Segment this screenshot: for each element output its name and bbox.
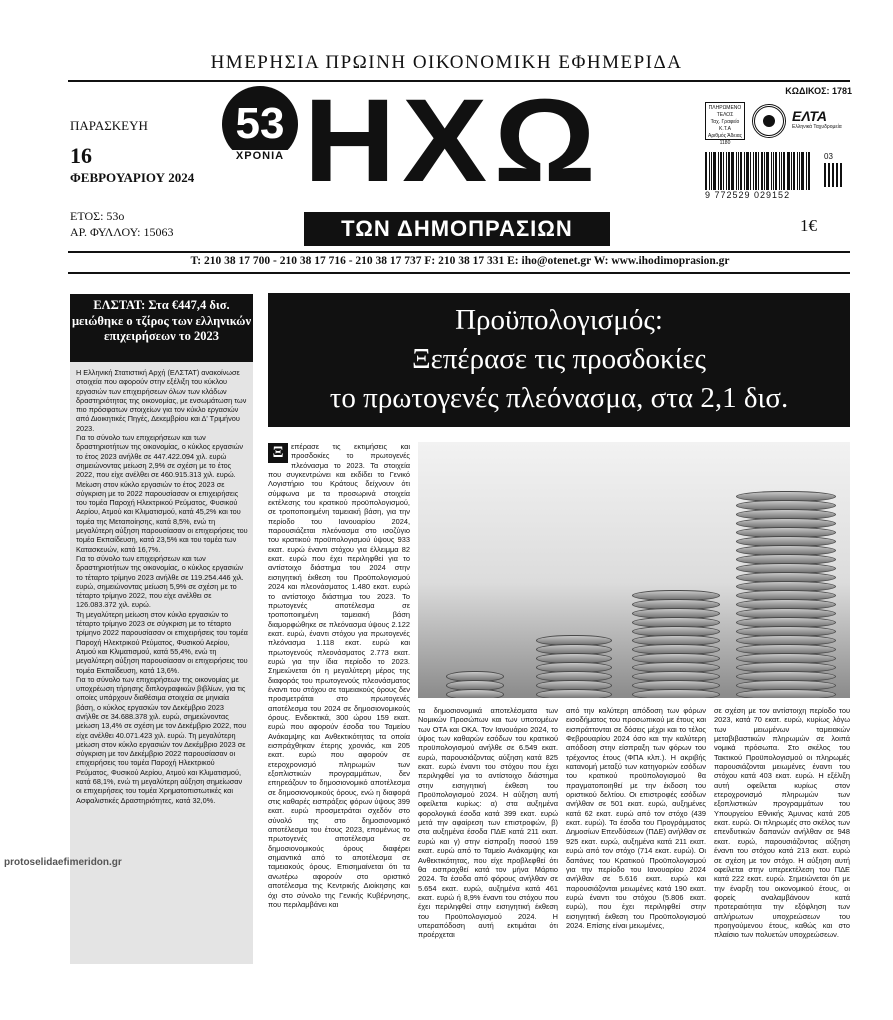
barcode-addon-number: 03 (824, 152, 833, 161)
coin-stacks-photo (418, 442, 850, 698)
postbox-line: 1180 (719, 140, 731, 146)
watermark: protoselidaefimeridon.gr (4, 857, 122, 868)
postal-brand-sub: Ελληνικά Ταχυδρομεία (792, 124, 842, 130)
sheet-label: ΑΡ. ΦΥΛΛΟΥ: 15063 (70, 225, 174, 240)
coin-stack (632, 590, 720, 698)
postbox-line: Ταχ. Γραφείο (710, 119, 740, 125)
price: 1€ (800, 216, 817, 235)
sidebar-paragraph: Μείωση στον κύκλο εργασιών το έτος 2023 σε σύγκριση με το 2022 παρουσίασαν οι επιχειρήσεις του τομέα Παροχή Ηλεκτρικού Ρεύματος, Φυσικού Αερίου, Ατμού και Κλιματισμού, κατά 45,2% και του τομέα της Μεταποίησης, κατά 8,5%, ενώ τη μεγαλύτερη αύξηση παρουσίασαν οι επιχειρήσεις του τομέα Εκπαίδευση, κατά 23,5% και του τομέα των Κατασκευών, κατά 16,7%. (76, 479, 248, 554)
barcode-addon (824, 152, 850, 187)
coin-stack (536, 635, 612, 698)
sidebar-paragraph: Η Ελληνική Στατιστική Αρχή (ΕΛΣΤΑΤ) ανακοίνωσε στοιχεία που αφορούν στην εξέλιξη του κύκλου εργασιών των επιχειρήσεων όλων των κλάδων δραστηριότητας της οικονομίας, με ενσωμάτωση των πιο πρόσφατων στοιχείων για τον κύκλο εργασιών από Διοικητικές Πηγές, Δεκεμβρίου και Δ' Τριμήνου 2023. (76, 368, 247, 433)
coin-stack (446, 671, 504, 698)
date-block (70, 118, 220, 186)
article-column-1 (268, 442, 410, 970)
weekday: ΠΑΡΑΣΚΕΥΗ (70, 118, 148, 133)
postbox-line: ΠΛΗΡΩΜΕΝΟ (708, 105, 742, 111)
month-year: ΦΕΒΡΟΥΑΡΙΟΥ 2024 (70, 169, 195, 185)
coin (632, 689, 720, 698)
coin-stack (736, 491, 836, 698)
article-text: επέρασε τις εκτιμήσεις και προσδοκίες το πρωτογενές πλεόνασμα το 2023. Τα στοιχεία που συγκεντρώνει και εκδίδει το Γενικό Λογιστήριο του Κράτους δείχνουν ότι σύμφωνα με τα προσωρινά στοιχεία εκτέλεσης του κρατικού προϋπολογισμού, σε τροποποιημένη ταμειακή βάση, για την περίοδο του Ιανουαρίου 2024, παρουσιάζεται πλεόνασμα στο ισοζύγιο του κρατικού προϋπολογισμού ύψους 933 εκατ. ευρώ έναντι στόχου για έλλειμμα 82 εκατ. ευρώ που έχει περιληφθεί για το αντίστοιχο διάστημα του 2024 στην εισηγητική έκθεση του Προϋπολογισμού 2024 και πλεονάσματος 1.480 εκατ. ευρώ το αντίστοιχο διάστημα του 2023. Το πρωτογενές αποτέλεσμα σε τροποποιημένη ταμειακή βάση διαμορφώθηκε σε πλεόνασμα ύψους 2.122 εκατ. ευρώ, έναντι στόχου για πρωτογενές πλεόνασμα 1.118 εκατ. ευρώ και πρωτογενούς πλεονάσματος 2.773 εκατ. ευρώ για την ίδια περίοδο το 2023. Σημειώνεται ότι η μεγαλύτερη μέρος της διαφοράς του πρωτογενούς πλεονάσματος έναντι του στόχου σε ταμειακούς όρους δεν προσμετράται στο πρωτογενές αποτέλεσμα του 2024 σε δημοσιονομικούς όρους. Ενδεικτικά, 300 ώρου 159 εκατ. ευρώ που αφορούν έσοδα του Ταμείου Ανάκαμψης και Ανθεκτικότητας τα οποία εισπράχθηκαν έτερης χρονιάς, και 205 εκατ. ευρώ που αφορούν σε ετεροχρονισμό πληρωμών των εξοπλιστικών προγραμμάτων, δεν επηρεάζουν το δημοσιονομικό αποτέλεσμα σε δημοσιονομικούς όρους, ενώ η διαφορά στις καθαρές εισπράξεις φόρων ύψους 399 εκατ. ευρώ προσμετράται σχεδόν στο σύνολό της στο δημοσιονομικό αποτέλεσμα του έτους 2023, επομένως το πρωτογενές αποτέλεσμα σε δημοσιονομικούς όρους διαφέρει σημαντικά από το αποτέλεσμα σε ταμειακούς όρους. Επισημαίνεται ότι τα ανωτέρω αφορούν στο οριστικό αποτέλεσμα της Κεντρικής Διοίκησης και όχι στο σύνολο της Γενικής Κυβέρνησης, που περιλαμβάνει και (268, 442, 410, 909)
coin (446, 689, 504, 698)
anniversary-number: 53 (222, 86, 298, 162)
newspaper-logo-subtitle: ΤΩΝ ΔΗΜΟΠΡΑΣΙΩΝ (304, 212, 610, 246)
main-headline (268, 293, 850, 427)
anniversary-label: ΧΡΟΝΙΑ (222, 150, 298, 162)
newspaper-logo: ΗΧΩ (303, 75, 603, 207)
article-column-3: από την καλύτερη απόδοση των φόρων εισοδήματος του προσωπικού με έτους και εισπράττονται σε δόσεις μέχρι και το τέλος Φεβρουαρίου 2024 όσο και την καλύτερη απόδοση στην είσπραξη των φόρων του τρέχοντος έτους (ΦΠΑ κλπ.). Η ακριβής κατανομή μεταξύ των κατηγοριών εσόδων του κρατικού προϋπολογισμού θα πραγματοποιηθεί με την έκδοση του οριστικού δελτίου. Οι επιστροφές εσόδων ανήλθαν σε 501 εκατ. ευρώ, αυξημένες κατά 62 εκατ. ευρώ από τον στόχο (439 εκατ. ευρώ). Τα έσοδα του Προγράμματος Δημοσίων Επενδύσεων (ΠΔΕ) ανήλθαν σε 925 εκατ. ευρώ, αυξημένα κατά 211 εκατ. ευρώ από τον στόχο (714 εκατ. ευρώ). Οι δαπάνες του Κρατικού Προϋπολογισμού για την περίοδο του Ιανουαρίου 2024 ανήλθαν σε 5.616 εκατ. ευρώ και παρουσιάζονται μειωμένες κατά 190 εκατ. ευρώ έναντι του στόχου (5.806 εκατ. ευρώ), που έχει περιληφθεί στην εισηγητική έκθεση του Προϋπολογισμού 2024. Επίσης είναι μειωμένες, (566, 706, 706, 930)
year-label: ΕΤΟΣ: 53ο (70, 209, 125, 223)
code-label: ΚΩΔΙΚΟΣ: 1781 (785, 86, 852, 96)
postbox-line: ΤΕΛΟΣ (716, 112, 734, 118)
tagline: ΗΜΕΡΗΣΙΑ ΠΡΩΙΝΗ ΟΙΚΟΝΟΜΙΚΗ ΕΦΗΜΕΡΙΔΑ (210, 52, 683, 73)
postal-seal-icon (752, 104, 786, 138)
postal-brand (792, 108, 848, 130)
postbox-line: Αριθμός Άδειας (707, 133, 743, 139)
barcode-number: 9 772529 029152 (705, 190, 791, 200)
sidebar-paragraph: Τη μεγαλύτερη μείωση στον κύκλο εργασιών το τέταρτο τρίμηνο 2023 σε σύγκριση με το τέταρτο τρίμηνο 2022 παρουσίασαν οι επιχειρήσεις του τομέα Παροχή Ηλεκτρικού Ρεύματος, Φυσικού Αερίου, Ατμού και Κλιματισμού, κατά 55,4%, ενώ τη μεγαλύτερη αύξηση παρουσίασαν οι επιχειρήσεις του τομέα Εκπαίδευση, κατά 13,6%. (76, 609, 248, 675)
sidebar-paragraph: Για το σύνολο των επιχειρήσεων και των δραστηριοτήτων της οικονομίας, ο κύκλος εργασιών το έτος 2023 ανήλθε σε 447.422.094 χιλ. ευρώ σημειώνοντας μείωση 2,9% σε σχέση με το έτος 2022, που είχε ανέλθει σε 460.915.313 χιλ. ευρώ. (76, 433, 244, 480)
contact-line: T: 210 38 17 700 - 210 38 17 716 - 210 38 17 737 F: 210 38 17 331 E: iho@otenet.gr W: www.ihodimoprasion.gr (190, 255, 730, 267)
postage-paid-box (705, 102, 745, 146)
contact-top-rule (68, 251, 850, 253)
headline-line: Ξεπέρασε τις προσδοκίες (411, 343, 707, 375)
coin (736, 689, 836, 698)
sidebar-heading: ΕΛΣΤΑΤ: Στα €447,4 δισ. μειώθηκε ο τζίρος των ελληνικών επιχειρήσεων το 2023 (70, 294, 253, 362)
headline-line: το πρωτογενές πλεόνασμα, στα 2,1 δισ. (329, 382, 789, 414)
article-column-4: σε σχέση με τον αντίστοιχη περίοδο του 2023, κατά 70 εκατ. ευρώ, κυρίως λόγω των μειωμένων ταμειακών μεταβιβαστικών πληρωμών σε λοιπά νομικά πρόσωπα. Στο σκέλος του Τακτικού Προϋπολογισμού οι πληρωμές παρουσιάζονται μειωμένες έναντι του στόχου κατά 403 εκατ. ευρώ. Η εξέλιξη αυτή οφείλεται κυρίως στον ετεροχρονισμό πληρωμών των εξοπλιστικών προγραμμάτων του Υπουργείου Εθνικής Άμυνας κατά 205 εκατ. ευρώ. Οι πληρωμές στο σκέλος των επενδυτικών δαπανών ανήλθαν σε 948 εκατ. ευρώ, παρουσιάζοντας αύξηση έναντι του στόχου κατά 213 εκατ. ευρώ σε σχέση με τον στόχο. Η αύξηση αυτή οφείλεται στην υπερεκτέλεση του ΠΔΕ κατά 222 εκατ. ευρώ. Σημειώνεται ότι με την έναρξη του οικονομικού έτους, οι φορείς αναλαμβάνουν κατά προτεραιότητα την εξόφληση των απλήρωτων υποχρεώσεων του προηγούμενου έτους, καθώς και στο πλαίσιο των πολυετών υποχρεώσεων. (714, 706, 850, 940)
day-number: 16 (70, 143, 92, 169)
coin (536, 689, 612, 698)
headline-line: Προϋπολογισμός: (455, 304, 663, 336)
contact-bottom-rule (68, 272, 850, 274)
article-dropcap: Ξ (268, 443, 288, 463)
issue-block (70, 208, 220, 240)
postal-brand-name: ΕΛΤΑ (792, 108, 828, 124)
sidebar-body (70, 362, 253, 964)
sidebar-paragraph: Για το σύνολο των επιχειρήσεων και των δραστηριοτήτων της οικονομίας, ο κύκλος εργασιών το τέταρτο τρίμηνο 2023 ανήλθε σε 119.254.446 χιλ. ευρώ, σημειώνοντας μείωση 5,9% σε σχέση με το τέταρτο τρίμηνο 2022, που είχε ανέλθει σε 126.083.372 χιλ. ευρώ. (76, 553, 244, 610)
postbox-line: Κ.Τ.Α (719, 126, 731, 132)
article-column-2: τα δημοσιονομικά αποτελέσματα των Νομικών Προσώπων και των υποτομέων των ΟΤΑ και ΟΚΑ. Τον Ιανουάριο 2024, το ύψος των καθαρών εσόδων του κρατικού προϋπολογισμού ανήλθε σε 6.549 εκατ. ευρώ, παρουσιάζοντας αύξηση κατά 825 εκατ. ευρώ έναντι του στόχου που έχει περιληφθεί για το αντίστοιχο διάστημα στην εισηγητική έκθεση του Προϋπολογισμού 2024. Η αύξηση αυτή οφείλεται κυρίως: α) στα αυξημένα φορολογικά έσοδα κατά 399 εκατ. ευρώ μετά την αφαίρεση των επιστροφών, β) στα αυξημένα έσοδα ΠΔΕ κατά 211 εκατ. ευρώ και γ) στην είσπραξη ποσού 159 εκατ. ευρώ από το Ταμείο Ανάκαμψης και Ανθεκτικότητας, που είχε προβλεφθεί ότι θα εισπραχθεί κατά τον μήνα Μάρτιο 2024. Τα έσοδα από φόρους ανήλθαν σε 5.654 εκατ. ευρώ, αυξημένα κατά 461 εκατ. ευρώ ή 8,9% έναντι του στόχου που έχει περιληφθεί στην εισηγητική έκθεση του Προϋπολογισμού 2024. Η υπεραπόδοση αυτή εκτιμάται ότι προέρχεται (418, 706, 558, 940)
sidebar-paragraph: Για το σύνολο των επιχειρήσεων της οικονομίας με υποχρέωση τήρησης διπλογραφικών βιβλίων, για τις οποίες υπάρχουν διαθέσιμα στοιχεία σε μηνιαία βάση, ο κύκλος εργασιών τον Δεκέμβριο 2023 ανήλθε σε 34.688.378 χιλ. ευρώ, σημειώνοντας μείωση 13,4% σε σχέση με τον Δεκέμβριο 2022, που είχε ανέλθει 40.071.423 χιλ. ευρώ. Τη μεγαλύτερη μείωση στον κύκλο εργασιών τον Δεκέμβριο 2023 σε σύγκριση με τον Δεκέμβριο 2022 παρουσίασαν οι επιχειρήσεις του τομέα Παροχή Ηλεκτρικού Ρεύματος, Φυσικού Αερίου, Ατμού και Κλιματισμού, κατά 68,1%, ενώ τη μεγαλύτερη αύξηση σημείωσαν οι επιχειρήσεις του τομέα Χρηματοπιστωτικές και Ασφαλιστικές Δραστηριότητες, κατά 32,0%. (76, 674, 247, 805)
barcode-icon (705, 152, 823, 190)
